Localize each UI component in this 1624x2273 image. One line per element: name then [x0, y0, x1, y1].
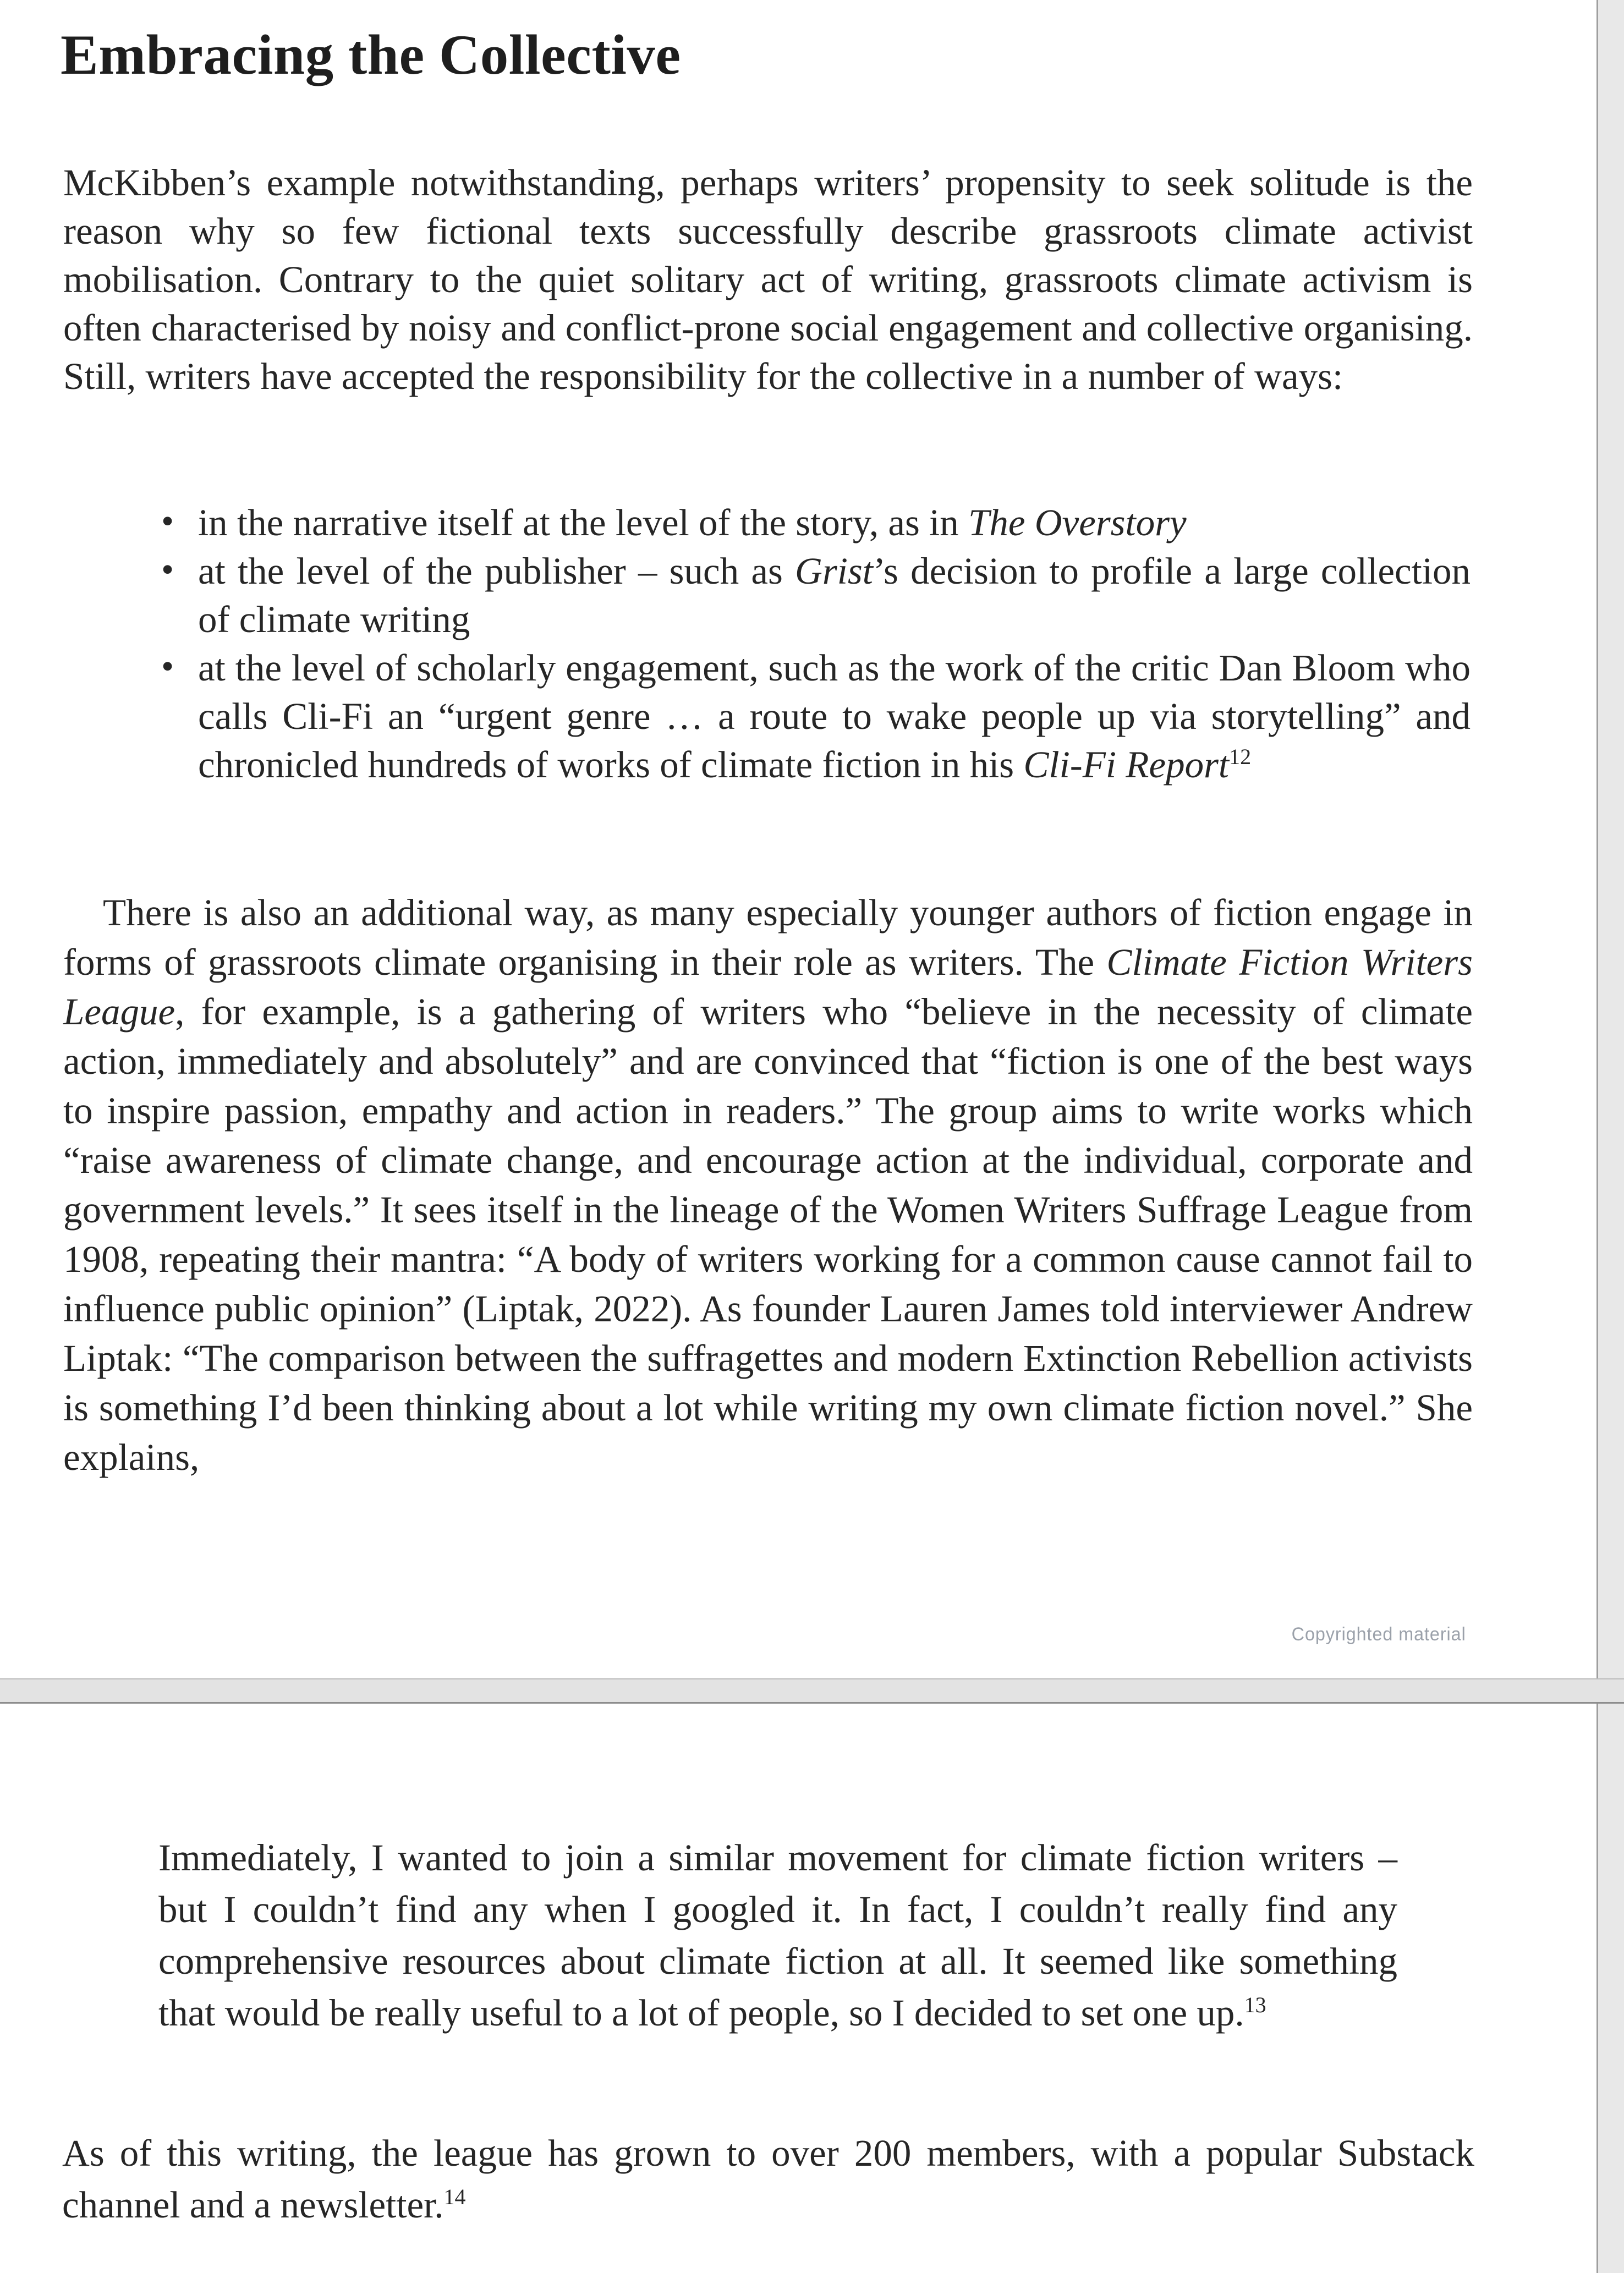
blockquote-lauren-james: Immediately, I wanted to join a similar movement for climate fiction writers – but I couldn’t find any when I googled it. In fact, I couldn’t really find any comprehensive resources about climate fiction at all. It seemed like something that would be really useful to a lot of people, so I decided to set one up.$^{13}$ [158, 1837, 1397, 2034]
italic-text: Climate Fiction Writers League [63, 941, 1473, 1033]
footnote-ref: 12 [1229, 744, 1252, 769]
italic-text: The Overstory [968, 502, 1187, 543]
bullet-list [63, 498, 1471, 789]
bullet-item-text: at the level of scholarly engagement, such as the work of the critic Dan Bloom who calls Cli-Fi an “urgent genre … a route to wake people up via storytelling” and chronicled hundreds of works of climate fiction in his Cli-Fi Report$^{12}$ [198, 647, 1471, 786]
page-2 [0, 1704, 1598, 2273]
chapter-title: Embracing the Collective [61, 24, 681, 86]
bullet-marker: • [161, 501, 174, 541]
footnote-ref: 14 [443, 2184, 466, 2209]
bullet-item-text: at the level of the publisher – such as Grist’s decision to profile a large collection of climate writing [198, 550, 1471, 640]
bullet-item-scholarly [63, 644, 1471, 789]
bullet-marker: • [161, 646, 174, 687]
page-divider [0, 1678, 1624, 1704]
paragraph-mckibben: McKibben’s example notwithstanding, perhaps writers’ propensity to seek solitude is the reason why so few fictional texts successfully describe grassroots climate activist mobilisation. Contrary to the quiet solitary act of writing, grassroots climate activism is often characterised by noisy and conflict-prone social engagement and collective organising. Still, writers have accepted the responsibility for the collective in a number of ways: [63, 162, 1473, 397]
paragraph-league-growth: As of this writing, the league has grown to over 200 members, with a popular Substack channel and a newsletter.$^{14}$ [62, 2132, 1474, 2226]
watermark-text: Copyrighted material [1291, 1624, 1466, 1645]
italic-text: Cli-Fi Report [1023, 744, 1230, 786]
bullet-marker: • [161, 550, 174, 590]
italic-text: Grist [795, 550, 873, 592]
bullet-item-narrative [63, 498, 1471, 547]
footnote-ref: 13 [1244, 1992, 1266, 2017]
bullet-item-publisher [63, 547, 1471, 644]
bullet-item-text: in the narrative itself at the level of the story, as in The Overstory [198, 502, 1187, 543]
paragraph-league: There is also an additional way, as many especially younger authors of fiction engage in forms of grassroots climate organising in their role as writers. The Climate Fiction Writers League, for example, is a gathering of writers who “believe in the necessity of climate action, immediately and absolutely” and are convinced that “fiction is one of the best ways to inspire passion, empathy and action in readers.” The group aims to write works which “raise awareness of climate change, and encourage action at the individual, corporate and government levels.” It sees itself in the lineage of the Women Writers Suffrage League from 1908, repeating their mantra: “A body of writers working for a common cause cannot fail to influence public opinion” (Liptak, 2022). As founder Lauren James told interviewer Andrew Liptak: “The comparison between the suffragettes and modern Extinction Rebellion activists is something I’d been thinking about a lot while writing my own climate fiction novel.” She explains, [63, 892, 1473, 1478]
